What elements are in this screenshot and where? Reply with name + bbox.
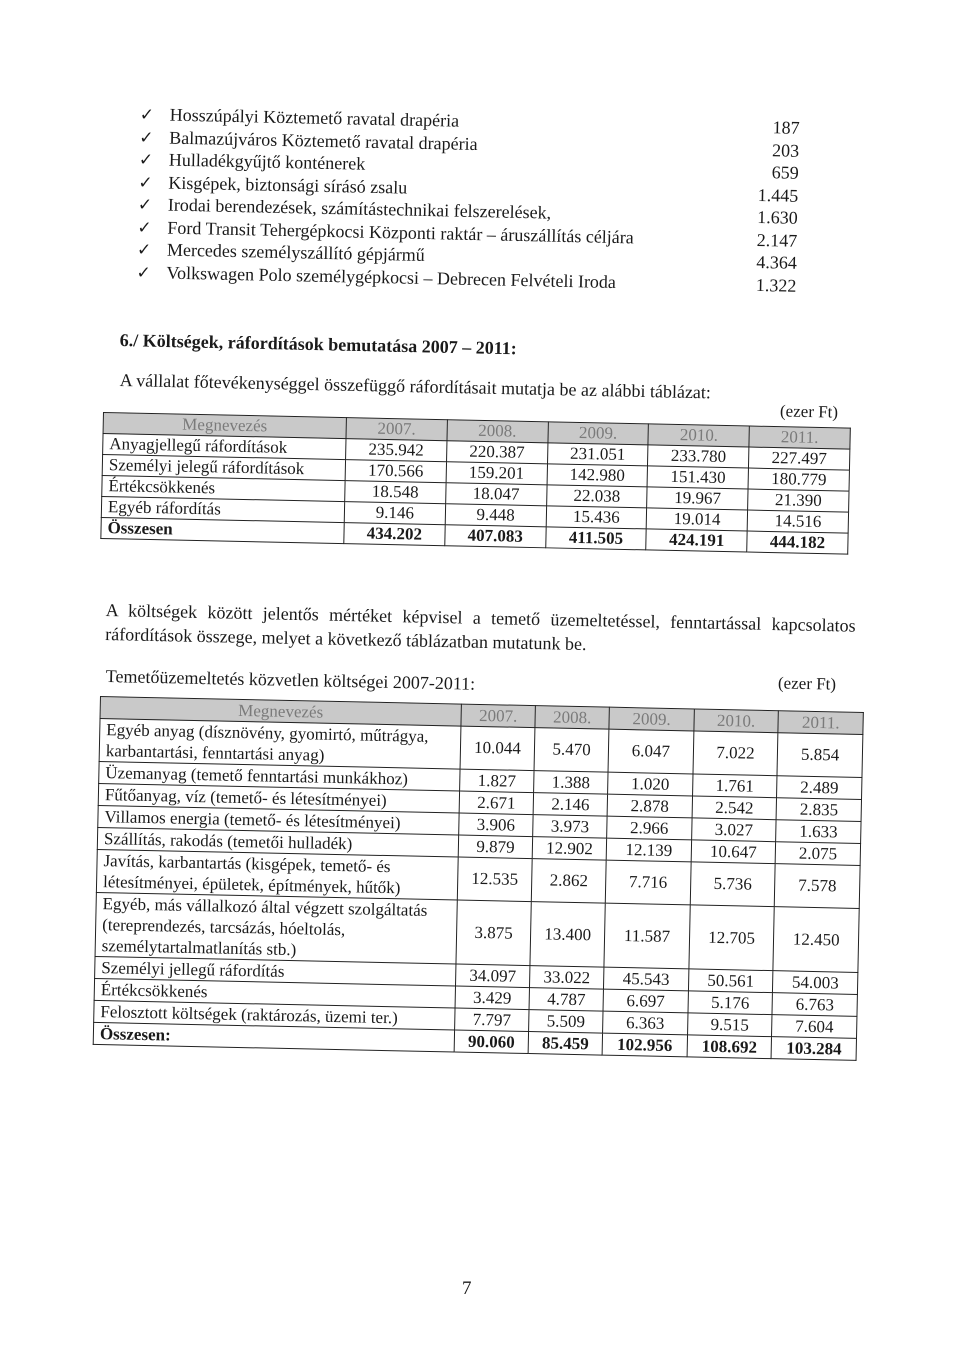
cell-value: 103.284: [771, 1037, 856, 1061]
row-label: Értékcsökkenés: [102, 475, 345, 501]
unit-label: (ezer Ft): [777, 673, 837, 694]
row-label: Egyéb anyag (dísznövény, gyomirtó, műtrágya, karbantartási, fenntartási anyag): [99, 719, 461, 770]
cell-value: 180.779: [748, 468, 849, 491]
item-label: Mercedes személyszállító gépjármű: [166, 239, 426, 265]
check-icon: ✓: [136, 262, 151, 282]
cell-value: 220.387: [446, 441, 547, 464]
cell-value: 434.202: [344, 523, 445, 546]
column-header: 2009.: [609, 707, 694, 731]
cell-value: 235.942: [346, 439, 447, 462]
check-icon: ✓: [138, 149, 154, 170]
cell-value: 12.902: [532, 837, 607, 861]
cell-value: 231.051: [547, 443, 648, 466]
cell-value: 411.505: [545, 527, 646, 550]
item-label: Kisgépek, biztonsági sírásó zsalu: [168, 172, 408, 198]
row-label: Üzemanyag (temető fenntartási munkákhoz): [99, 761, 460, 791]
column-header: 2010.: [694, 709, 779, 733]
row-label: Összesen: [101, 517, 344, 543]
cell-value: 424.191: [646, 529, 747, 552]
column-header: 2008.: [535, 706, 610, 730]
check-icon: ✓: [137, 217, 152, 237]
cell-value: 2.489: [777, 776, 862, 800]
check-icon: ✓: [139, 127, 154, 147]
cell-value: 1.388: [534, 771, 609, 795]
cell-value: 9.448: [445, 504, 546, 527]
row-label: Egyéb ráfordítás: [101, 496, 344, 522]
cell-value: 34.097: [456, 964, 531, 988]
cell-value: 2.542: [692, 796, 777, 820]
cell-value: 1.761: [692, 774, 777, 798]
check-icon: ✓: [136, 239, 152, 260]
cell-value: 5.854: [777, 733, 863, 778]
cell-value: 233.780: [648, 445, 749, 468]
cell-value: 2.878: [607, 794, 692, 818]
cell-value: 5.176: [688, 991, 773, 1015]
cell-value: 2.835: [776, 798, 861, 822]
cell-value: 85.459: [528, 1032, 603, 1056]
cell-value: 407.083: [445, 525, 546, 548]
cell-value: 7.604: [772, 1015, 857, 1039]
cell-value: 54.003: [773, 971, 858, 995]
cell-value: 90.060: [454, 1030, 529, 1054]
cell-value: 45.543: [604, 967, 689, 991]
cell-value: 6.363: [603, 1011, 688, 1035]
table-title: Temetőüzemeltetés közvetlen költségei 2007-2011:: [105, 666, 476, 694]
item-value: 203: [771, 139, 800, 161]
column-header: 2008.: [447, 420, 548, 443]
cell-value: 7.797: [455, 1008, 530, 1032]
unit-label: (ezer Ft): [779, 401, 839, 422]
row-label: Javítás, karbantartás (kisgépek, temető- és létesítményei, épületek, építmények, hűtők): [96, 849, 458, 900]
cell-value: 3.973: [533, 815, 608, 839]
cell-value: 2.671: [459, 791, 534, 815]
cell-value: 12.705: [689, 905, 775, 971]
cell-value: 108.692: [687, 1035, 772, 1059]
cell-value: 6.047: [608, 729, 693, 774]
cell-value: 170.566: [345, 460, 446, 483]
cell-value: 7.716: [605, 860, 690, 905]
asset-checklist: [136, 104, 800, 298]
cell-value: 2.862: [531, 859, 606, 904]
item-value: 659: [771, 162, 799, 183]
expenses-table: [100, 412, 850, 555]
body-paragraph: A költségek között jelentős mértéket képvisel a temető üzemeltetéssel, fenntartással kapcsolatos ráfordítások összege, melyet a következő táblázatban mutatunk be.: [105, 599, 856, 655]
cell-value: 12.535: [457, 857, 532, 902]
cell-value: 22.038: [546, 485, 647, 508]
row-label: Villamos energia (temető- és létesítményei): [98, 805, 459, 835]
cell-value: 1.633: [776, 820, 861, 844]
page-number: 7: [462, 1278, 472, 1299]
cell-value: 9.146: [344, 502, 445, 525]
cell-value: 159.201: [446, 462, 547, 485]
cell-value: 151.430: [647, 466, 748, 489]
cell-value: 4.787: [529, 988, 604, 1012]
cell-value: 11.587: [604, 903, 690, 969]
cell-value: 9.879: [458, 835, 533, 859]
column-header: 2007.: [346, 418, 447, 441]
column-header: 2007.: [461, 704, 536, 728]
section-title: 6./ Költségek, ráfordítások bemutatása 2007 – 2011:: [119, 330, 517, 359]
column-header: Megnevezés: [100, 697, 461, 727]
cell-value: 1.827: [460, 769, 535, 793]
cell-value: 21.390: [748, 489, 849, 512]
column-header: Megnevezés: [103, 413, 346, 439]
row-label: Anyagjellegű ráfordítások: [103, 434, 346, 460]
cell-value: 1.020: [608, 772, 693, 796]
cell-value: 50.561: [688, 969, 773, 993]
item-value: 1.322: [755, 274, 797, 296]
cell-value: 15.436: [546, 506, 647, 529]
row-label: Szállítás, rakodás (temetői hulladék): [97, 827, 458, 857]
row-label: Személyi jelegű ráfordítások: [102, 455, 345, 481]
item-value: 1.630: [757, 206, 798, 228]
cell-value: 3.875: [456, 900, 531, 966]
row-label: Fűtőanyag, víz (temető- és létesítményei): [98, 783, 459, 813]
cell-value: 14.516: [747, 510, 848, 533]
item-label: Irodai berendezések, számítástechnikai felszerelések,: [167, 194, 552, 223]
cell-value: 5.470: [534, 728, 609, 773]
item-label: Volkswagen Polo személygépkocsi – Debrecen Felvételi Iroda: [166, 262, 617, 292]
cell-value: 3.429: [455, 986, 530, 1010]
cell-value: 3.906: [459, 813, 534, 837]
cell-value: 12.450: [773, 907, 859, 973]
cell-value: 9.515: [687, 1013, 772, 1037]
row-label: Értékcsökkenés: [94, 978, 455, 1008]
cell-value: 13.400: [530, 902, 605, 968]
cell-value: 2.966: [607, 816, 692, 840]
cell-value: 7.578: [775, 864, 861, 909]
item-label: Balmazújváros Köztemető ravatal drapéria: [169, 127, 478, 154]
cell-value: 7.022: [693, 731, 778, 776]
item-value: 187: [772, 117, 800, 138]
row-label: Személyi jellegű ráfordítás: [95, 956, 456, 986]
cell-value: 2.075: [775, 842, 860, 866]
cell-value: 18.047: [445, 483, 546, 506]
cell-value: 5.509: [529, 1010, 604, 1034]
column-header: 2010.: [648, 424, 749, 447]
item-label: Hulladékgyűjtő konténerek: [168, 149, 366, 174]
cell-value: 19.967: [647, 487, 748, 510]
cell-value: 102.956: [602, 1033, 687, 1057]
cell-value: 444.182: [747, 531, 848, 554]
check-icon: ✓: [139, 104, 155, 125]
check-icon: ✓: [137, 194, 153, 215]
item-value: 4.364: [756, 251, 798, 273]
cell-value: 5.736: [690, 862, 775, 907]
cell-value: 19.014: [647, 508, 748, 531]
cell-value: 12.139: [606, 838, 691, 862]
item-label: Hosszúpályi Köztemető ravatal drapéria: [169, 104, 460, 131]
cemetery-costs-table: [93, 696, 864, 1061]
cell-value: 3.027: [691, 818, 776, 842]
cell-value: 6.697: [603, 989, 688, 1013]
row-label: Összesen:: [93, 1022, 454, 1052]
cell-value: 2.146: [533, 793, 608, 817]
item-value: 2.147: [756, 229, 798, 251]
check-icon: ✓: [138, 172, 153, 192]
column-header: 2011.: [778, 711, 863, 735]
item-value: 1.445: [757, 184, 799, 206]
cell-value: 142.980: [547, 464, 648, 487]
column-header: 2009.: [548, 422, 649, 445]
intro-text: A vállalat főtevékenységgel összefüggő ráfordításait mutatja be az alábbi táblázat:: [119, 370, 712, 403]
cell-value: 18.548: [345, 481, 446, 504]
cell-value: 227.497: [749, 447, 850, 470]
cell-value: 33.022: [530, 966, 605, 990]
item-label: Ford Transit Tehergépkocsi Központi raktár – áruszállítás céljára: [167, 217, 634, 247]
column-header: 2011.: [749, 426, 850, 449]
cell-value: 6.763: [772, 993, 857, 1017]
row-label: Felosztott költségek (raktározás, üzemi ter.): [94, 1000, 455, 1030]
row-label: Egyéb, más vállalkozó által végzett szolgáltatás (tereprendezés, tarcsázás, hóeltolás, személytartalmatlanítás stb.): [95, 892, 457, 964]
cell-value: 10.647: [691, 840, 776, 864]
cell-value: 10.044: [460, 726, 535, 771]
